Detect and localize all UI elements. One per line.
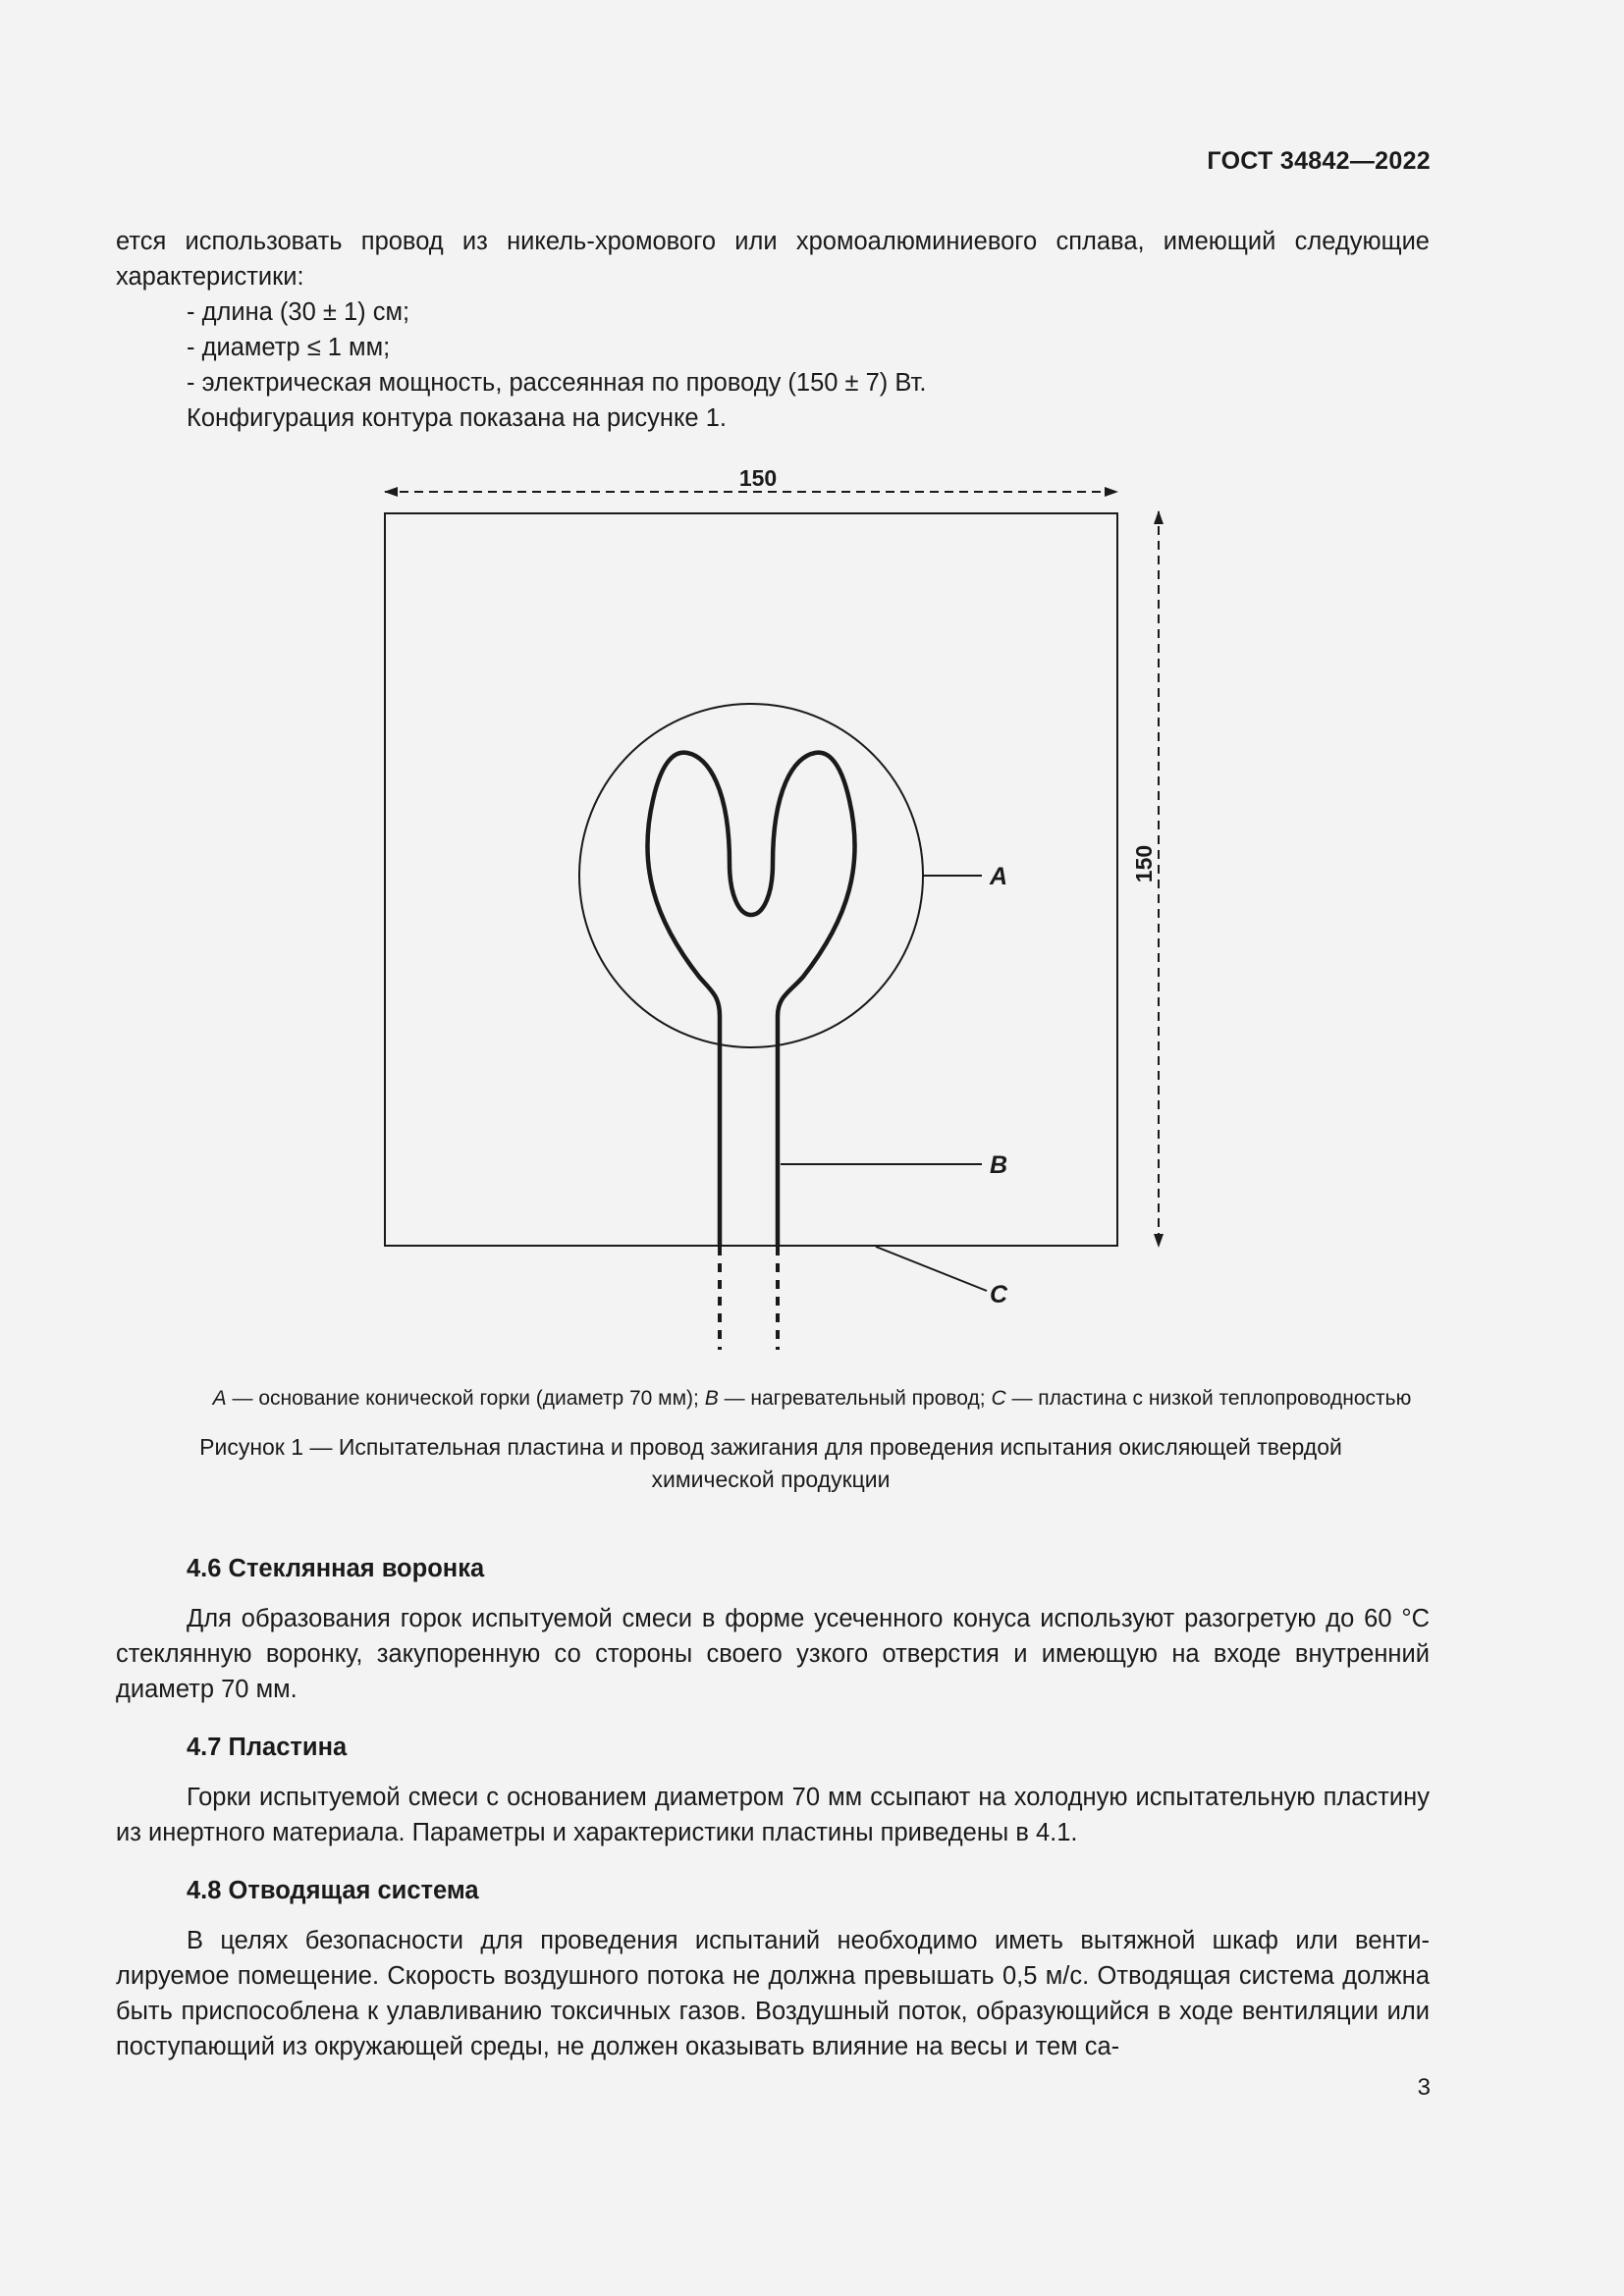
section-paragraph: В целях безопасности для проведения испытаний необходимо иметь вытяжной шкаф или венти-лируемое помещение. Скорость воздушного потока не должна превышать 0,5 м/с. Отводящая система должна быть приспособлена к улавливанию токсичных газов. Воздушный поток, образующийся в ходе вентиляции или поступающий из окружающей среды, не должен оказывать влияние на весы и тем са- bbox=[116, 1927, 1430, 2060]
legend-text-b: — нагревательный провод; bbox=[718, 1387, 992, 1410]
figure-legend bbox=[0, 1384, 1624, 1414]
list-item: - длина (30 ± 1) см; bbox=[187, 298, 410, 326]
config-note: Конфигурация контура показана на рисунке 1. bbox=[187, 404, 727, 432]
section-paragraph: Горки испытуемой смеси с основанием диаметром 70 мм ссыпают на холодную испытательную пластину из инертного материала. Параметры и характеристики пластины приведены в 4.1. bbox=[116, 1784, 1430, 1846]
characteristics-list bbox=[116, 294, 1430, 400]
legend-text-a: — основание конической горки (диаметр 70 мм); bbox=[226, 1387, 705, 1410]
height-dimension-label: 150 bbox=[1131, 844, 1157, 883]
section-4-7 bbox=[116, 1730, 1430, 1850]
figure-caption: Рисунок 1 — Испытательная пластина и провод зажигания для проведения испытания окисляющей твердой химической продукции bbox=[199, 1434, 1342, 1492]
leader-line-c bbox=[876, 1247, 987, 1291]
plate-outline bbox=[385, 513, 1117, 1246]
document-id: ГОСТ 34842—2022 bbox=[1207, 147, 1431, 175]
legend-key-a: A bbox=[212, 1387, 227, 1410]
legend-text-c: — пластина с низкой теплопроводностью bbox=[1005, 1387, 1412, 1410]
cone-base-circle bbox=[579, 704, 923, 1047]
label-c: C bbox=[990, 1281, 1008, 1308]
legend-key-b: B bbox=[704, 1387, 719, 1410]
legend-key-c: C bbox=[991, 1387, 1006, 1410]
list-item: - диаметр ≤ 1 мм; bbox=[187, 334, 391, 361]
page-number: 3 bbox=[1417, 2074, 1431, 2101]
label-b: B bbox=[990, 1151, 1008, 1179]
heating-wire bbox=[647, 753, 854, 1245]
section-heading: 4.7 Пластина bbox=[187, 1734, 348, 1761]
width-dimension-label: 150 bbox=[738, 465, 778, 491]
figure-diagram bbox=[0, 447, 1624, 1379]
intro-block bbox=[116, 224, 1430, 436]
section-paragraph: Для образования горок испытуемой смеси в форме усеченного конуса используют разогретую до 60 °С стеклянную воронку, закупоренную со стороны своего узкого отверстия и имеющую на входе внутренний диаметр 70 мм. bbox=[116, 1605, 1430, 1703]
list-item: - электрическая мощность, рассеянная по проводу (150 ± 7) Вт. bbox=[187, 369, 927, 397]
intro-paragraph: ется использовать провод из никель-хромового или хромоалюминиевого сплава, имеющий следующие характеристики: bbox=[116, 228, 1430, 291]
section-4-6 bbox=[116, 1551, 1430, 1707]
section-4-8 bbox=[116, 1873, 1430, 2064]
section-heading: 4.6 Стеклянная воронка bbox=[187, 1555, 485, 1582]
label-a: A bbox=[990, 863, 1008, 890]
section-heading: 4.8 Отводящая система bbox=[187, 1877, 479, 1904]
figure-1 bbox=[0, 447, 1624, 1379]
